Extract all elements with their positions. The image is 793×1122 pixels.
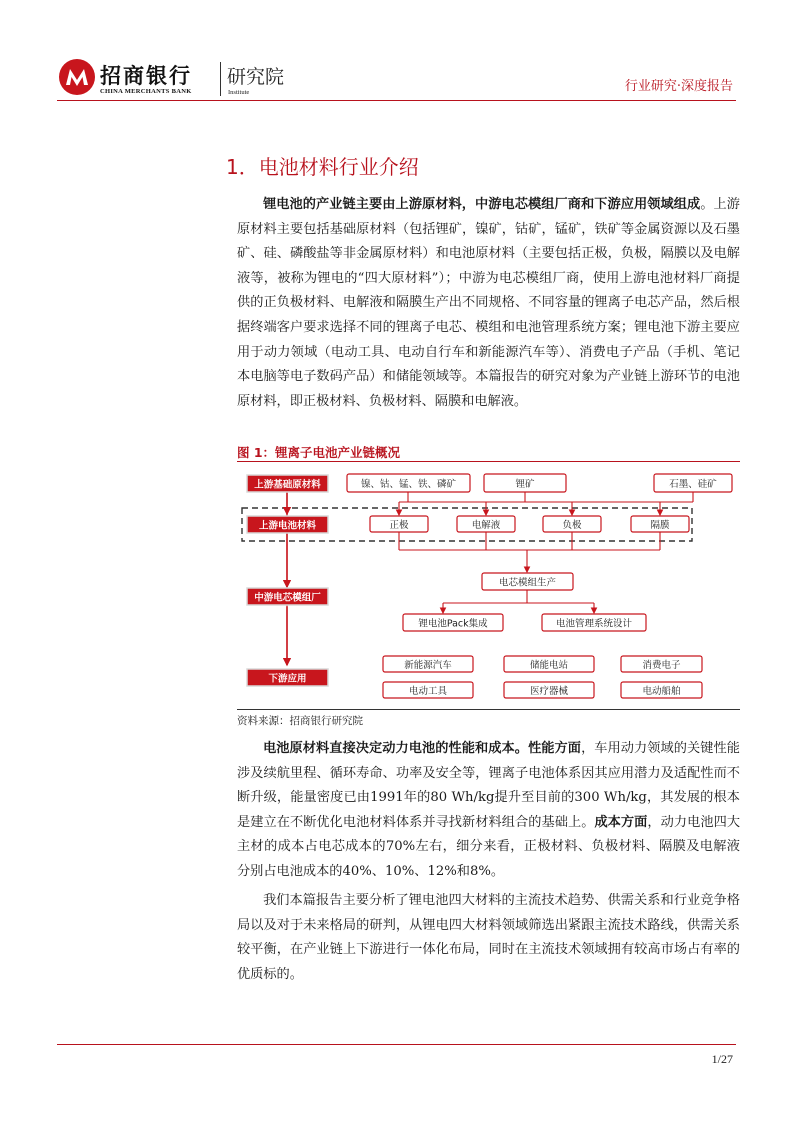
battery-material-box bbox=[631, 516, 689, 532]
svg-text:镍、钴、锰、铁、磷矿: 镍、钴、锰、铁、磷矿 bbox=[360, 479, 457, 490]
raw-material-box bbox=[347, 474, 470, 492]
application-box bbox=[383, 682, 473, 698]
bms-design-box bbox=[542, 614, 646, 631]
application-box bbox=[504, 682, 594, 698]
stage-label: 上游基础原材料 bbox=[254, 479, 321, 491]
battery-material-box bbox=[370, 516, 428, 532]
svg-text:正极: 正极 bbox=[389, 520, 409, 531]
raw-material-box bbox=[484, 474, 566, 492]
institute-english: Institute bbox=[228, 89, 250, 96]
paragraph-industry-chain bbox=[237, 193, 740, 414]
application-box bbox=[504, 656, 594, 672]
battery-material-box bbox=[457, 516, 515, 532]
stage-label: 下游应用 bbox=[268, 673, 307, 685]
svg-text:电动船舶: 电动船舶 bbox=[642, 686, 681, 697]
para2-lead: 电池原材料直接决定动力电池的性能和成本。 bbox=[263, 741, 529, 756]
para2-cost-label: 成本方面 bbox=[594, 814, 648, 830]
svg-text:负极: 负极 bbox=[562, 520, 582, 531]
para1-body: 。上游原材料主要包括基础原材料（包括锂矿，镍矿，钴矿，锰矿，铁矿等金属资源以及石墨矿、硅、磷酸盐等非金属原材料）和电池原材料（主要包括正极，负极，隔膜以及电解液等，被称为锂电的“四大原材料”）；中游为电芯模组厂商，使用上游电池材料厂商提供的正负极材料、电解液和隔膜生产出不同规格、不同容量的锂离子电芯产品，然后根据终端客户要求选择不同的锂离子电芯、模组和电池管理系统方案；锂电池下游主要应用于动力领域（电动工具、电动自行车和新能源汽车等）、消费电子产品（手机、笔记本电脑等电子数码产品）和储能领域等。本篇报告的研究对象为产业链上游环节的电池原材料，即正极材料、负极材料、隔膜和电解液。 bbox=[237, 197, 740, 409]
footer-rule bbox=[57, 1044, 736, 1045]
institute-name: 研究院 bbox=[227, 66, 285, 88]
stage-label: 上游电池材料 bbox=[258, 520, 317, 532]
figure-bottom-rule bbox=[237, 709, 740, 710]
figure-source: 资料来源：招商银行研究院 bbox=[237, 715, 363, 727]
svg-text:隔膜: 隔膜 bbox=[650, 520, 670, 531]
page-number: 1/27 bbox=[711, 1052, 733, 1066]
battery-material-box bbox=[543, 516, 601, 532]
svg-text:锂电池Pack集成: 锂电池Pack集成 bbox=[418, 618, 488, 630]
paragraph-materials-impact bbox=[237, 737, 740, 885]
paragraph-report-scope bbox=[237, 889, 740, 987]
svg-text:石墨、硅矿: 石墨、硅矿 bbox=[669, 479, 717, 490]
pack-integration-box bbox=[403, 614, 503, 631]
battery-connectors bbox=[399, 532, 660, 572]
svg-text:消费电子: 消费电子 bbox=[642, 660, 681, 671]
svg-text:电芯模组生产: 电芯模组生产 bbox=[498, 577, 557, 589]
svg-text:电动工具: 电动工具 bbox=[408, 686, 448, 697]
para2-cost-text: ，动力电池四大主材的成本占电芯成本的70%左右，细分来看，正极材料、负极材料、隔膜及电解液分别占电池成本的40%、10%、12%和8%。 bbox=[237, 814, 741, 879]
svg-text:医疗器械: 医疗器械 bbox=[529, 686, 569, 697]
figure-top-rule bbox=[237, 461, 740, 462]
stage-upstream-raw bbox=[247, 475, 328, 492]
industry-chain-diagram bbox=[237, 463, 740, 709]
raw-material-box bbox=[654, 474, 732, 492]
stage-midstream bbox=[247, 588, 328, 605]
section-title: 1．电池材料行业介绍 bbox=[226, 155, 419, 179]
para2-perf-text: ，车用动力领域的关键性能涉及续航里程、循环寿命、功率及安全等，锂离子电池体系因其应用潜力及适配性而不断升级，能量密度已由1991年的80 Wh/kg提升至目前的300 Wh/kg，其发展的根本是建立在不断优化电池材料体系并寻找新材料组合的基础上。 bbox=[237, 741, 740, 830]
header-rule bbox=[57, 100, 736, 101]
para3-text: 我们本篇报告主要分析了锂电池四大材料的主流技术趋势、供需关系和行业竞争格局以及对于未来格局的研判，从锂电四大材料领域筛选出紧跟主流技术路线，供需关系较平衡，在产业链上下游进行一体化布局，同时在主流技术领域拥有较高市场占有率的优质标的。 bbox=[237, 893, 740, 982]
application-box bbox=[621, 656, 702, 672]
svg-text:电解液: 电解液 bbox=[471, 520, 501, 531]
stage-downstream bbox=[247, 669, 328, 686]
para1-lead: 锂电池的产业链主要由上游原材料，中游电芯模组厂商和下游应用领域组成 bbox=[263, 197, 701, 212]
cmb-logo-icon bbox=[58, 58, 96, 96]
para2-perf-label: 性能方面 bbox=[528, 741, 582, 756]
report-category: 行业研究·深度报告 bbox=[624, 79, 733, 94]
svg-text:锂矿: 锂矿 bbox=[515, 479, 535, 490]
stage-label: 中游电芯模组厂 bbox=[254, 592, 321, 604]
stage-upstream-battery bbox=[247, 516, 328, 533]
logo-english: CHINA MERCHANTS BANK bbox=[100, 88, 192, 95]
cell-module-box bbox=[482, 573, 573, 590]
svg-text:电池管理系统设计: 电池管理系统设计 bbox=[555, 618, 633, 630]
logo-separator bbox=[220, 62, 221, 96]
raw-connectors bbox=[399, 492, 693, 515]
application-box bbox=[383, 656, 473, 672]
svg-text:新能源汽车: 新能源汽车 bbox=[404, 660, 452, 671]
mid-connectors bbox=[443, 590, 594, 613]
application-box bbox=[621, 682, 702, 698]
svg-text:储能电站: 储能电站 bbox=[529, 660, 569, 671]
logo-name: 招商银行 bbox=[100, 64, 192, 88]
figure-title: 图 1：锂离子电池产业链概况 bbox=[237, 445, 401, 460]
